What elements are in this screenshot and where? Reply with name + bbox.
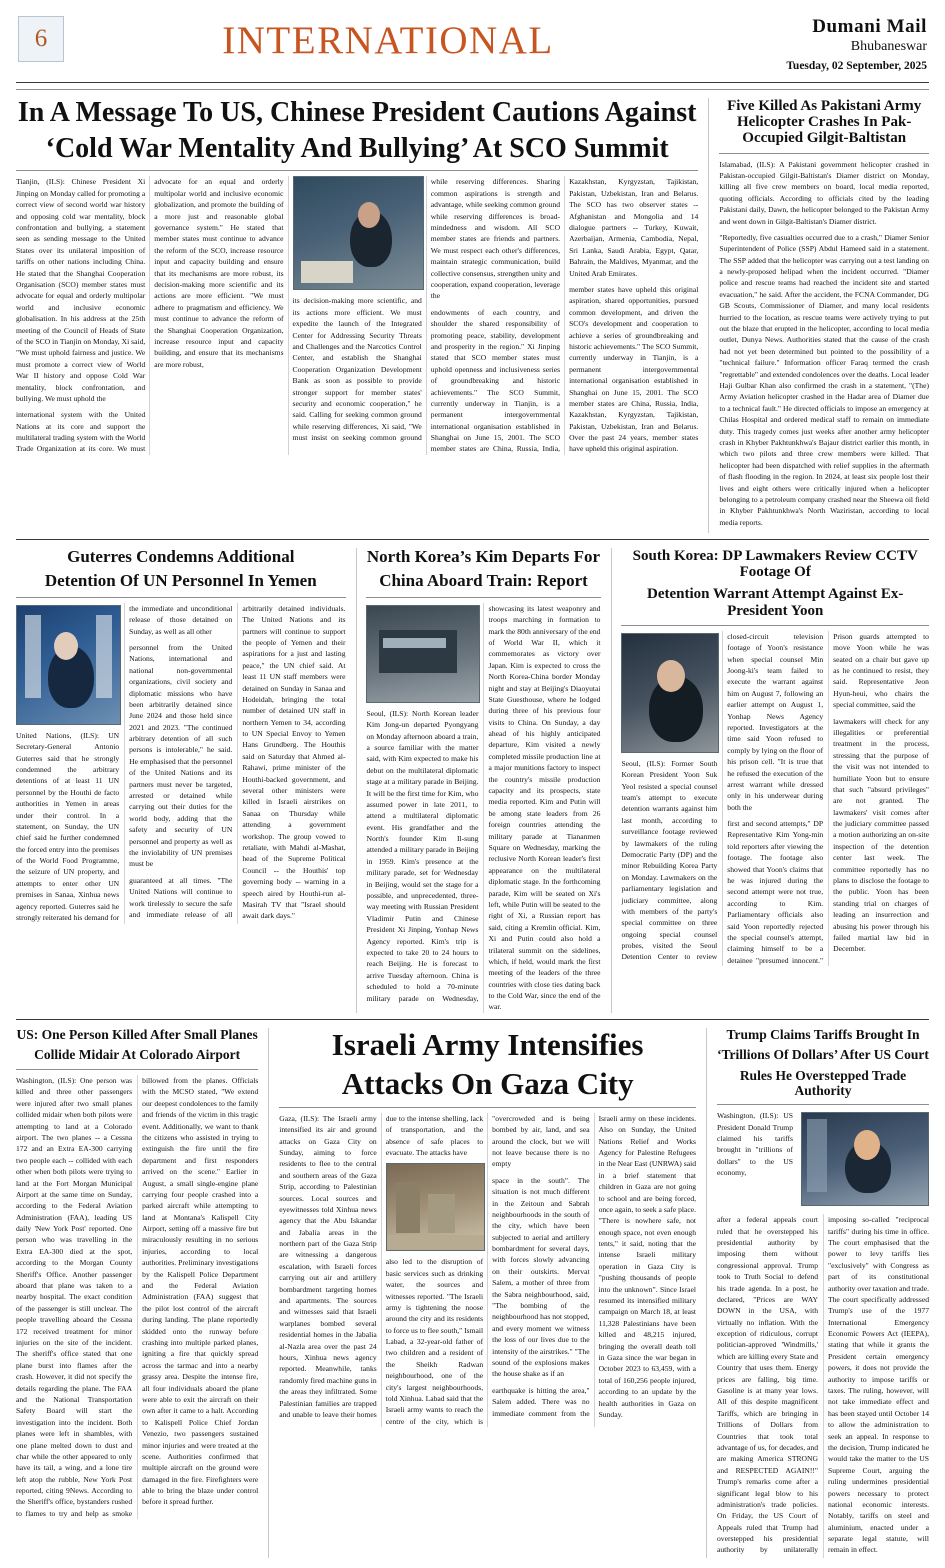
band-bottom [16, 1028, 929, 1559]
guterres-headline-1: Guterres Condemns Additional [67, 547, 295, 567]
kim-story [366, 548, 600, 1013]
brand-city: Bhubaneswar [850, 39, 927, 54]
trump-headline-1: Trump Claims Tariffs Brought In [726, 1026, 920, 1042]
helicopter-para-1: Islamabad, (ILS): A Pakistani government helicopter crashed in Pakistan-occupied Gilgit-Baltistan's Diamer district on Monday, killing all five crew members on board, local media reported, quoting officials. According to officials cited by the leading Pakistani daily, Dawn, the helicopter belonged to the Pakistan Army and went down in Gilgit-Baltistan's Diamer district. [719, 159, 929, 226]
trump-headline-2: ‘Trillions Of Dollars’ After US Court [717, 1047, 929, 1063]
brand-name: Dumani Mail [812, 16, 927, 37]
guterres-para-1: United Nations, (ILS): UN Secretary-General Antonio Guterres said that he strongly condemned the arbitrary detentions of at least 11 UN personnel by the Houthi de facto authorities in Yemen in areas under their control. In a statement, on Sunday, the UN chief said he further condemned the forced entry into the premises of the World Food Programme, the seizure of UN property, and attempts to enter other UN premises in Sanaa, Xinhua news agency reported. Guterres said he strongly reiterated his demand for the immediate and unconditional release of those detained on Sunday, as well as all other [16, 603, 233, 923]
yoon-para-3: lawmakers will check for any illegalities or preferential treatment in the process, stressing that the purpose of the visit was not intended to humiliate Yoon but to ensure that such "absurd privileges" are not granted. The lawmakers' visit comes after the judiciary committee passed a motion authorizing an on-site inspection of the detention center last week. The committee reportedly has no plans to disclose the footage to the public. Yoon has been standing trial on charges of leading an insurrection and abusing his power through his failed martial law bid in December. [833, 716, 929, 954]
gaza-para-2: also led to the disruption of basic services such as drinking water, the sources and witnesses reported. "The Israeli army is tightening the noose around the city and its residents to force us to flee south," Ismail Labad, a 32-year-old father of two children and a resident of the Sheikh Radwan neighbourhood, one of the city's largest neighbourhoods, told Xinhua. Labad said that the Israeli army wants to reach the centre of the city, which is "overcrowded and is being bombed by air, land, and sea around the clock, but we will not leave because there is no empty [385, 1113, 590, 1426]
kim-headline-2: China Aboard Train: Report [379, 571, 588, 591]
yoon-photo [621, 633, 719, 753]
lead-para-2: international system with the United Nations at its core and support the multilateral trading system with the World Trade Organization at its core. We must advocate for an equal and orderly multipolar world and inclusive economic globalization, and promote the building of a more just and reasonable global governance system." He stated that member states must continue to advance the reform of the SCO, increase resource input and capacity building and ensure that its mechanisms are more robust, its decision-making more scientific and its actions are more efficient. "We must adhere to pragmatism and efficiency. We must continue to advance the reform of the Shanghai Cooperation Organization, increase resource input and capacity building, and ensure that its mechanisms are more robust, [16, 177, 284, 454]
column-divider-4 [268, 1028, 269, 1559]
masthead [16, 14, 929, 78]
lead-headline-1: In A Message To US, Chinese President Cautions Against [17, 97, 697, 128]
planes-headline-1: US: One Person Killed After Small Planes [16, 1026, 258, 1042]
planes-para-1: Washington, (ILS): One person was killed and three other passengers were injured after two small planes collided midair when both pilots were attempting to land at a Colorado airport. The two planes -- a Cessna 172 and an Extra EA-300 carrying two people each -- collided with each other when both pilots were trying to land at the Fort Morgan Municipal Airport at the same time on Sunday, according to the Federal Aviation Administration (FAA), leading US daily 'New York Post' reported. One person who was travelling in the Extra EA-300 died at the spot, according to the Morgan County Sheriff's Office. Another passenger aboard that plane was taken to a nearby hospital. The exact condition of the passenger is still unclear. The people travelling aboard the Cessna 172 received treatment for minor injuries on the site of the incident. The sheriff's office stated that one plane burst into flames after the crash. However, it did not specify the details regarding the plane. The FAA and the National Transportation Safety Board will start the investigation into the incident. Both planes were left in shambles, with one plane melted down to dust and char while the other appeared to only have its tail, a wing, and a lone tire left atop the rubble, New York Post reported, citing 9News. According to the Sheriff's office, bystanders rushed to flames to try and help as smoke billowed from the planes. Officials with the MCSO stated, "We extend our deepest condolences to the family and friends of the victim in this tragic event. Additionally, we want to thank the citizens who assisted in trying to extinguish the fire until the fire department and first responders arrived on the scene." Earlier in August, a small single-engine plane carrying four people crashed into a parked aircraft while attempting to land at Montana's Kalispell City Airport, setting off a massive fire but miraculously resulting in no serious injuries, according to local authorities. Preliminary investigations by the Kalispell Police Department and the Federal Aviation Administration (FAA) suggest that the pilot lost control of the aircraft during landing. The plane reportedly skidded onto the runway before crashing into multiple parked planes, igniting a fire that quickly spread across the tarmac and into a nearby grassy area. Despite the intense fire, all four individuals aboard the plane were able to exit the aircraft on their own after it came to a halt. According to Kalispell Police Chief Jordan Venezio, two passengers sustained minor injuries and were treated at the scene. Authorities confirmed that multiple aircraft on the ground were damaged in the fire. Firefighters were able to bring the blaze under control before it spread further. [16, 1076, 259, 1518]
guterres-para-3: guaranteed at all times. "The United Nations will continue to work tirelessly to secure the safe and immediate release of all arbitrarily detained individuals. The United Nations and its partners will continue to support the people of Yemen and their aspirations for a just and lasting peace," the UN chief said. At least 11 UN staff members were detained on Sunday in Sanaa and Hodeidah, bringing the total number of detained UN staff in northern Yemen to 34, according to UN Special Envoy to Yemen Hans Grundberg. The Houthis said on Saturday that Ahmed al-Rahawi, prime minister of the Houthi-backed government, and several other ministers were killed in Israeli airstrikes on Sanaa on Thursday while attending a government workshop. The group vowed to retaliate, with Mahdi al-Mashat, head of the Supreme Political Council -- the Houthis' top governing body -- warning in a speech aired by Houthi-run al-Masirah TV that "Israel should await dark days." [129, 603, 346, 921]
lead-para-4: endowments of each country, and shoulder the shared responsibility of promoting peace, stability, development and prosperity in the region." Xi Jinping stated that SCO member states must uphold openness and inclusiveness series of groundbreaking and historic achievements." The SCO Summit, currently underway in Tianjin, is a permanent intergovernmental international organisation established in Shanghai on June 15, 2001. The SCO member states are China, Russia, India, Kazakhstan, Kyrgyzstan, Tajikistan, Pakistan, Uzbekistan, Iran and Belarus. The SCO has two observer states -- Afghanistan and Mongolia and 14 dialogue partners -- Turkey, Kuwait, Azerbaijan, Armenia, Cambodia, Nepal, Sri Lanka, Saudi Arabia, Egypt, Qatar, Bahrain, the Maldives, Myanmar, and the United Arab Emirates. [430, 177, 699, 454]
planes-story [16, 1028, 258, 1559]
trump-para-1: Washington, (ILS): US President Donald Trump claimed his tariffs brought in "trillions of dollars" to the US economy, [717, 1111, 793, 1178]
trump-story [717, 1028, 929, 1559]
planes-headline-2: Collide Midair At Colorado Airport [34, 1047, 241, 1063]
helicopter-para-2: "Reportedly, five casualties occurred due to a crash," Diamer Senior Superintendent of Police (SSP) Abdul Hameed said in a statement. The SSP added that the helicopter was carrying out a test landing on a newly-proposed helipad when the incident occurred. "Diamer police and rescue teams had reached the incident site and started evacuation," he said. After the accident, the FCNA Commander, DG GB Scouts, Commissioner of Diamer, and many local residents hurried to the location, as rescue teams were actively trying to put out the blaze that erupted in the helicopter, according to local media outlet, Dunya News. Authorities stated that the cause of the crash had not yet been determined but pointed to the possibility of a "technical failure." Information officer Faraq termed the crash "regrettable" and extended condolences over the deaths. Local leader Haji Gulbar Khan also confirmed the crash in a statement, "(The) Army Aviation helicopter crashed in the Hadar area of Diamer due to a technical fault." He directed officials to impose an emergency at Chilas Hospital and ordered medical staff to remain on immediate duty. This tragedy comes just weeks after another army helicopter crash in Khyber Pakhtunkhwa's Bajaur district earlier this month, in which two pilots and three crew members were killed. That helicopter had been dispatched with relief supplies in the aftermath of flash flooding in the region. In 2024, at least six people lost their lives and eight others were critically injured when a helicopter belonging to a petroleum company crashed near the Sheewa oil field in Khyber Pakhtunkhwa's North Waziristan, according to local media reports. [719, 232, 929, 527]
column-divider [708, 98, 709, 533]
yoon-para-2: first and second attempts," DP Representative Kim Yong-min told reporters after viewing the footage. The footage also showed that Yoon's claims that he was injured during the second attempt were not true, according to Kim. Parliamentary officials also said Yoon reportedly rejected the special counsel's attempt, claiming himself to be a detainee "presumed innocent." Prison guards attempted to move Yoon while he was seated on a chair but gave up as he continued to resist, they said. Representative Jeon Hyun-heui, who chairs the special committee, said the [727, 631, 929, 965]
yoon-headline-1: South Korea: DP Lawmakers Review CCTV Footage Of [632, 548, 918, 581]
section-title: INTERNATIONAL [222, 19, 554, 62]
gaza-story [279, 1028, 696, 1559]
band-top [16, 98, 929, 533]
yoon-para-1: Seoul, (ILS): Former South Korean President Yoon Suk Yeol resisted a special counsel team's attempt to execute detention warrants against him last month, according to surveillance footage reviewed by lawmakers of the ruling Democratic Party (DP) and the minor Rebuilding Korea Party on Monday. Lawmakers on the parliamentary legislation and judiciary committee, along with members of the party's special committee on three ongoing special counsel probes, visited the Seoul Detention Center to review closed-circuit television footage of Yoon's resistance when special counsel Min Joong-ki's team failed to execute the warrant against him on August 7, following an earlier attempt on August 1, Yonhap News Agency reported. Investigators at the time said Yoon refused to comply by lying on the floor of his prison cell. "It is true that he refused the execution of the arrest warrant while dressed only in his underwear during both the [621, 631, 824, 962]
brand-block [712, 16, 927, 72]
guterres-photo [16, 605, 121, 725]
guterres-story [16, 548, 346, 1013]
band-middle [16, 548, 929, 1013]
gaza-para-1: Gaza, (ILS): The Israeli army intensified its air and ground attacks on Gaza City on Sunday, aiming to force residents to flee to the central and southern areas of the Gaza Strip, according to Palestinian sources. Local sources and eyewitnesses told Xinhua news agency that the Abu Iskandar and Jabalia areas in the northern part of the Gaza Strip are witnessing a dangerous escalation, with Israeli forces carrying out air and artillery bombardment targeting homes and apartments. The sources and witnesses said that Israeli warplanes bombed several residential homes in the Jabalia al-Nazla area over the past 24 hours, Xinhua news agency reported. Meanwhile, tanks randomly fired machine guns in the areas they infiltrated. Some Palestinian families are trapped and unable to leave their homes due to the intense shelling, lack of transportation, and the absence of safe places to evacuate. The attacks have [279, 1113, 484, 1419]
trump-body [717, 1214, 929, 1558]
lead-body [16, 176, 698, 454]
yoon-headline-2: Detention Warrant Attempt Against Ex-President Yoon [647, 586, 904, 619]
yoon-body [621, 631, 929, 966]
guterres-para-2: personnel from the United Nations, international and national non-governmental organizations, civil society and diplomatic missions who have been arbitrarily detained since June 2024 and those held since 2021 and 2023. "The continued arbitrary detention of all such persons is intolerable," he said. He emphasised that the personnel of the United Nations and its partners must never be targeted, arrested or detained while carrying out their duties for the world body, adding that the safety and security of UN personnel and property as well as the inviolability of UN premises must be [129, 642, 233, 869]
gaza-headline-1: Israeli Army Intensifies [331, 1026, 644, 1062]
helicopter-headline: Five Killed As Pakistani Army Helicopter Crashes In Pak-Occupied Gilgit-Baltistan [727, 98, 922, 147]
xi-jinping-photo [293, 176, 424, 290]
column-divider-5 [706, 1028, 707, 1559]
gaza-para-3: space in the south". The situation is not much different in the Zeitoun and Sabrah neighbourhoods in the south of the city, which have been subjected to aerial and artillery bombardment for several days, with forces slowly advancing on their outskirts. Mervat Salem, a mother of three from the Sabra neighbourhood, said, "The bombing of the neighbourhood has not stopped, and every moment we witness the loss of our lives due to the intensity of the airstrikes." "The sound of the explosions makes the house shake as if an [492, 1175, 590, 1379]
kim-body [366, 603, 600, 1013]
column-divider-2 [356, 548, 357, 1013]
trump-headline-3: Rules He Overstepped Trade Authority [739, 1068, 907, 1098]
brand-date: Tuesday, 02 September, 2025 [786, 60, 927, 72]
kim-train-photo [366, 605, 480, 703]
page-number: 6 [18, 16, 64, 62]
guterres-body [16, 603, 346, 924]
guterres-headline-2: Detention Of UN Personnel In Yemen [44, 571, 317, 591]
column-divider-3 [611, 548, 612, 1013]
gaza-para-4: earthquake is hitting the area," Salem added. There was no immediate comment from the Israeli army on these incidents. Also on Sunday, the United Nations Relief and Works Agency for Palestine Refugees in the Near East (UNRWA) said in a brief statement that children in Gaza are not going to school and are being forced, once again, to seek a safe place. "There is nowhere safe, not enough space, not even enough tents," it said, noting that the intense Israeli military operation in Gaza City is "pushing thousands of people into the unknown". Since Israel resumed its intensified military campaign on March 18, at least 11,328 Palestinians have been killed and 48,215 injured, bringing the overall death toll in Gaza since the war began in October 2023 to 63,459, with a total of 160,256 people injured, according to an update by the health authorities in Gaza on Sunday. [492, 1113, 697, 1419]
masthead-rule-2 [16, 89, 929, 90]
helicopter-story [719, 98, 929, 533]
yoon-story [621, 548, 929, 1013]
lead-para-5: member states have upheld this original aspiration, shared opportunities, pursued common development, and driven the SCO's development and cooperation to achieve a series of groundbreaking and historic achievements." The SCO Summit, currently underway in Tianjin, is a permanent intergovernmental international organisation established in Shanghai on June 15, 2001. The SCO member states are China, Russia, India, Kazakhstan, Kyrgyzstan, Tajikistan, Pakistan, Uzbekistan, Iran and Belarus. Over the past 24 years, member states have upheld this original aspiration. [569, 284, 699, 454]
gaza-photo [386, 1163, 485, 1251]
lead-story [16, 98, 698, 533]
kim-headline-1: North Korea’s Kim Departs For [366, 547, 601, 567]
gaza-body [279, 1113, 696, 1427]
lead-para-1: Tianjin, (ILS): Chinese President Xi Jinping on Monday called for promoting a correct view of second world war history and opposing cold war mentality, block confrontation and bullying, a statement seen as sending message to the United States over its unilateral imposition of tariffs on other nations including China. He stated that the Shanghai Cooperation Organisation (SCO) member states must advocate for equal and orderly multipolar world and inclusive economic globalisation. In his address at the 25th meeting of the Council of Heads of State of the SCO in Tianjin on Monday, Xi said, "We must uphold fairness and justice. We must promote a correct view of World War II history and oppose Cold War mentality, block confrontation, and bullying. We must uphold the [16, 177, 146, 403]
lead-para-3: its decision-making more scientific, and its actions more efficient. We must expedite the launch of the Integrated Center for Addressing Security Threats and Challenges and the Narcotics Control Center, and establish the Shanghai Cooperation Organization Development Bank as soon as possible to provide stronger support for member states' security and economic cooperation," he said. Calling for seeking common ground while reserving differences, Xi said, "We must insist on seeking common ground while reserving differences. Sharing common aspirations is strength and advantage, while seeking common ground while reserving differences is broad-mindedness and wisdom. All SCO member states are friends and partners. We must respect each other's differences, maintain strategic communication, build collective consensus, strengthen unity and cooperation, expand cooperation, leverage the [292, 177, 561, 443]
gaza-headline-2: Attacks On Gaza City [341, 1066, 634, 1102]
kim-para-1: Seoul, (ILS): North Korean leader Kim Jong-un departed Pyongyang on Monday afternoon aboard a train, a source familiar with the matter said, with Kim expected to make his debut on the multilateral diplomatic stage at a military parade in Beijing. It will be the first time for Kim, who assumed power in late 2011, to attend a multilateral diplomatic event. His grandfather and the North's founder Kim Il-sung attended a military parade in Beijing in 1959. Kim's presence at the military parade, set for Wednesday in Beijing, would set the stage for a possible, and unprecedented, three-way meeting with Russian President Vladimir Putin and Chinese President Xi Jinping, Yonhap News Agency reported. Kim's trip is expected to take 20 to 24 hours to reach Beijing. He is forecast to arrive Tuesday afternoon. China is scheduled to hold a 70-minute military parade on Wednesday, showcasing its latest weaponry and troops marching in formation to mark the 80th anniversary of the end of World War II, which it commemorates as victory over Japan. Kim is expected to cross the North Korea-China border Monday night and stay at Beijing's Diaoyutai State Guesthouse, where he lodged during three of his previous four visits to China. On Sunday, a day ahead of his highly anticipated departure, Kim visited a newly completed missile production line at a major munitions factory to inspect the country's missile production capacity and its prospects, state media reported. Kim and Putin will be among state leaders from 26 foreign countries attending the military parade at Tiananmen Square on Wednesday, marking the reclusive North Korean leader's first appearance on the multilateral diplomatic stage. In the forthcoming parade, Kim will be seated on Xi's left, while Putin will be seated to the right of Xi, a Russian report has said, citing a Kremlin official. Kim, Xi and Putin could also hold a trilateral summit on the sidelines, which, if held, would mark the first meeting of the leaders of the three countries with close ties dating back to the Cold War, since the end of the war. [366, 603, 601, 1012]
planes-body [16, 1075, 258, 1519]
trump-photo [801, 1112, 929, 1206]
trump-para-2: after a federal appeals court ruled that he overstepped his presidential authority by imposing them without congressional approval. Trump took to Truth Social to defend his trade agenda. In a post, he declared, "Prices are WAY DOWN in the USA, with virtually no inflation. With the exception of ridiculous, corrupt politician-approved 'Windmills,' which are killing every State and Country that uses them. Energy prices are falling, big time. Gasoline is at many year lows. All of this despite magnificent Tariffs, which are bringing in Trillions of Dollars from Countries that took total advantage of us, for decades, and are making America STRONG and RESPECTED AGAIN!!" Trump's remarks come after a significant legal blow to his administration's trade policies. On Friday, the US Court of Appeals ruled that Trump had overstepped his presidential authority by unilaterally imposing so-called "reciprocal tariffs" during his time in office. The court emphasised that the power to levy tariffs lies "exclusively" with Congress as part of its constitutional authority over taxation and trade. The court specifically addressed Trump's use of the 1977 International Emergency Economic Powers Act (IEEPA), stating that while it grants the President certain emergency powers, it does not provide the authority to impose tariffs or taxes. The ruling, however, will not take immediate effect and has been stayed until October 14 to allow the administration to seek an appeal. In response to the decision, Trump indicated he would take the matter to the US Supreme Court, arguing the ruling undermines presidential powers necessary to protect national economic interests. Notably, tariffs on steel and aluminium, enacted under a separate legal statute, will remain in effect. [717, 1215, 930, 1555]
lead-headline-2: ‘Cold War Mentality And Bullying’ At SCO Summit [45, 133, 669, 165]
